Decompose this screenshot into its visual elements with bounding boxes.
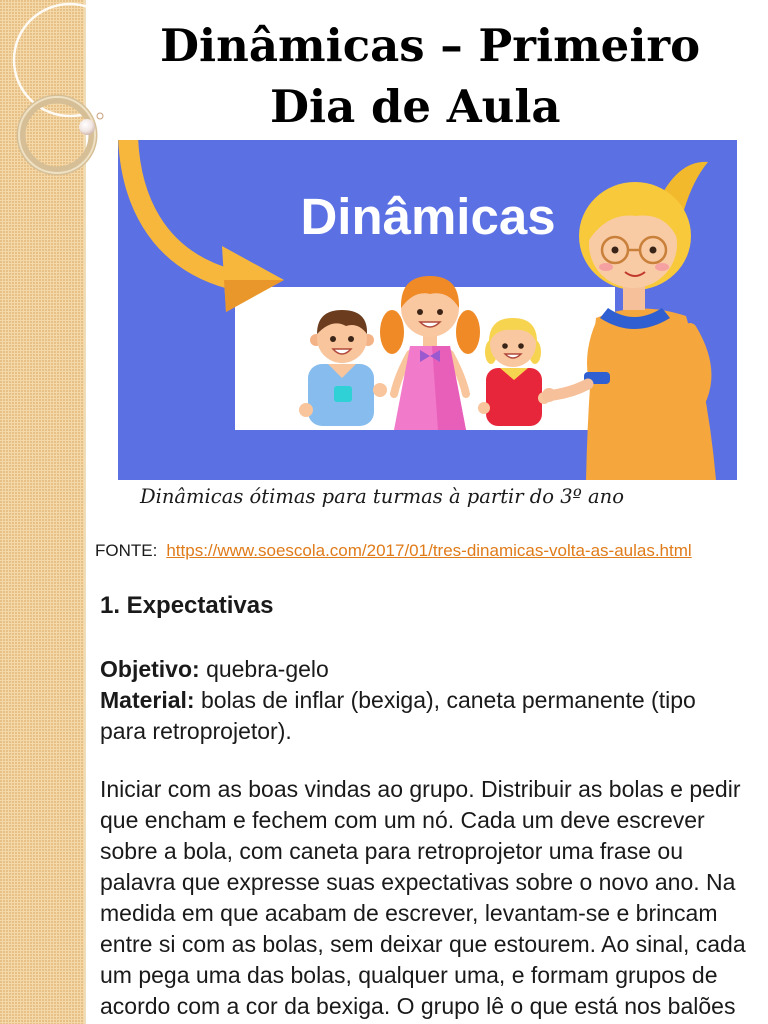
- teacher-left-eye: [612, 247, 619, 254]
- source-label: FONTE:: [95, 541, 158, 560]
- paragraph-line: um pega uma das bolas, qualquer uma, e formam grupos de: [100, 962, 718, 988]
- thick-ring: [21, 99, 93, 171]
- objective-label: Objetivo:: [100, 656, 200, 682]
- tiny-circle: [97, 113, 103, 119]
- instructions-paragraph: [100, 774, 746, 1022]
- thick-ring-highlight: [19, 97, 95, 173]
- decorative-circles: [0, 0, 120, 200]
- small-girl-right-eye: [518, 343, 524, 349]
- girl-left-pigtail: [380, 310, 404, 354]
- source-line: [95, 540, 692, 562]
- small-girl-left-eye: [502, 343, 508, 349]
- illustration-caption: Dinâmicas ótimas para turmas à partir do 3º ano: [140, 485, 624, 508]
- girl-left-eye: [417, 309, 423, 315]
- boy-right-hand: [373, 383, 387, 397]
- section-heading: 1. Expectativas: [100, 592, 274, 619]
- dinamicas-illustration: [118, 140, 737, 480]
- boy-right-eye: [348, 336, 354, 342]
- page-title-line-1: Dinâmicas – Primeiro: [160, 19, 701, 72]
- teacher-right-cheek: [655, 263, 669, 271]
- source-link[interactable]: https://www.soescola.com/2017/01/tres-dinamicas-volta-as-aulas.html: [166, 541, 692, 560]
- boy-left-hand: [299, 403, 313, 417]
- paragraph-line: Iniciar com as boas vindas ao grupo. Distribuir as bolas e pedir: [100, 776, 741, 802]
- material-row: [100, 685, 730, 747]
- material-value: bolas de inflar (bexiga), caneta permanente (tipo para retroprojetor).: [100, 687, 696, 744]
- objective-value: quebra-gelo: [206, 656, 329, 682]
- boy-left-eye: [330, 336, 336, 342]
- page-title-line-2: Dia de Aula: [270, 80, 561, 133]
- boy-shirt-pocket: [334, 386, 352, 402]
- paragraph-line: que encham e fechem com um nó. Cada um deve escrever: [100, 807, 705, 833]
- girl-right-eye: [437, 309, 443, 315]
- small-girl-left-hand: [478, 402, 490, 414]
- paragraph-line: acordo com a cor da bexiga. O grupo lê o que está nos balões: [100, 993, 736, 1019]
- teacher-left-cheek: [599, 263, 613, 271]
- paragraph-line: sobre a bola, com caneta para retroprojetor uma frase ou: [100, 838, 683, 864]
- objective-row: [100, 654, 730, 685]
- paragraph-line: palavra que expresse suas expectativas sobre o novo ano. Na: [100, 869, 736, 895]
- material-label: Material:: [100, 687, 195, 713]
- paragraph-line: entre si com as bolas, sem deixar que estourem. Ao sinal, cada: [100, 931, 746, 957]
- teacher-right-eye: [650, 247, 657, 254]
- banner-text: Dinâmicas: [300, 188, 556, 245]
- activity-details: [100, 654, 730, 747]
- girl-right-pigtail: [456, 310, 480, 354]
- pearl-dot: [79, 119, 95, 135]
- teacher-hand: [542, 388, 556, 402]
- paragraph-line: medida em que acabam de escrever, levantam-se e brincam: [100, 900, 718, 926]
